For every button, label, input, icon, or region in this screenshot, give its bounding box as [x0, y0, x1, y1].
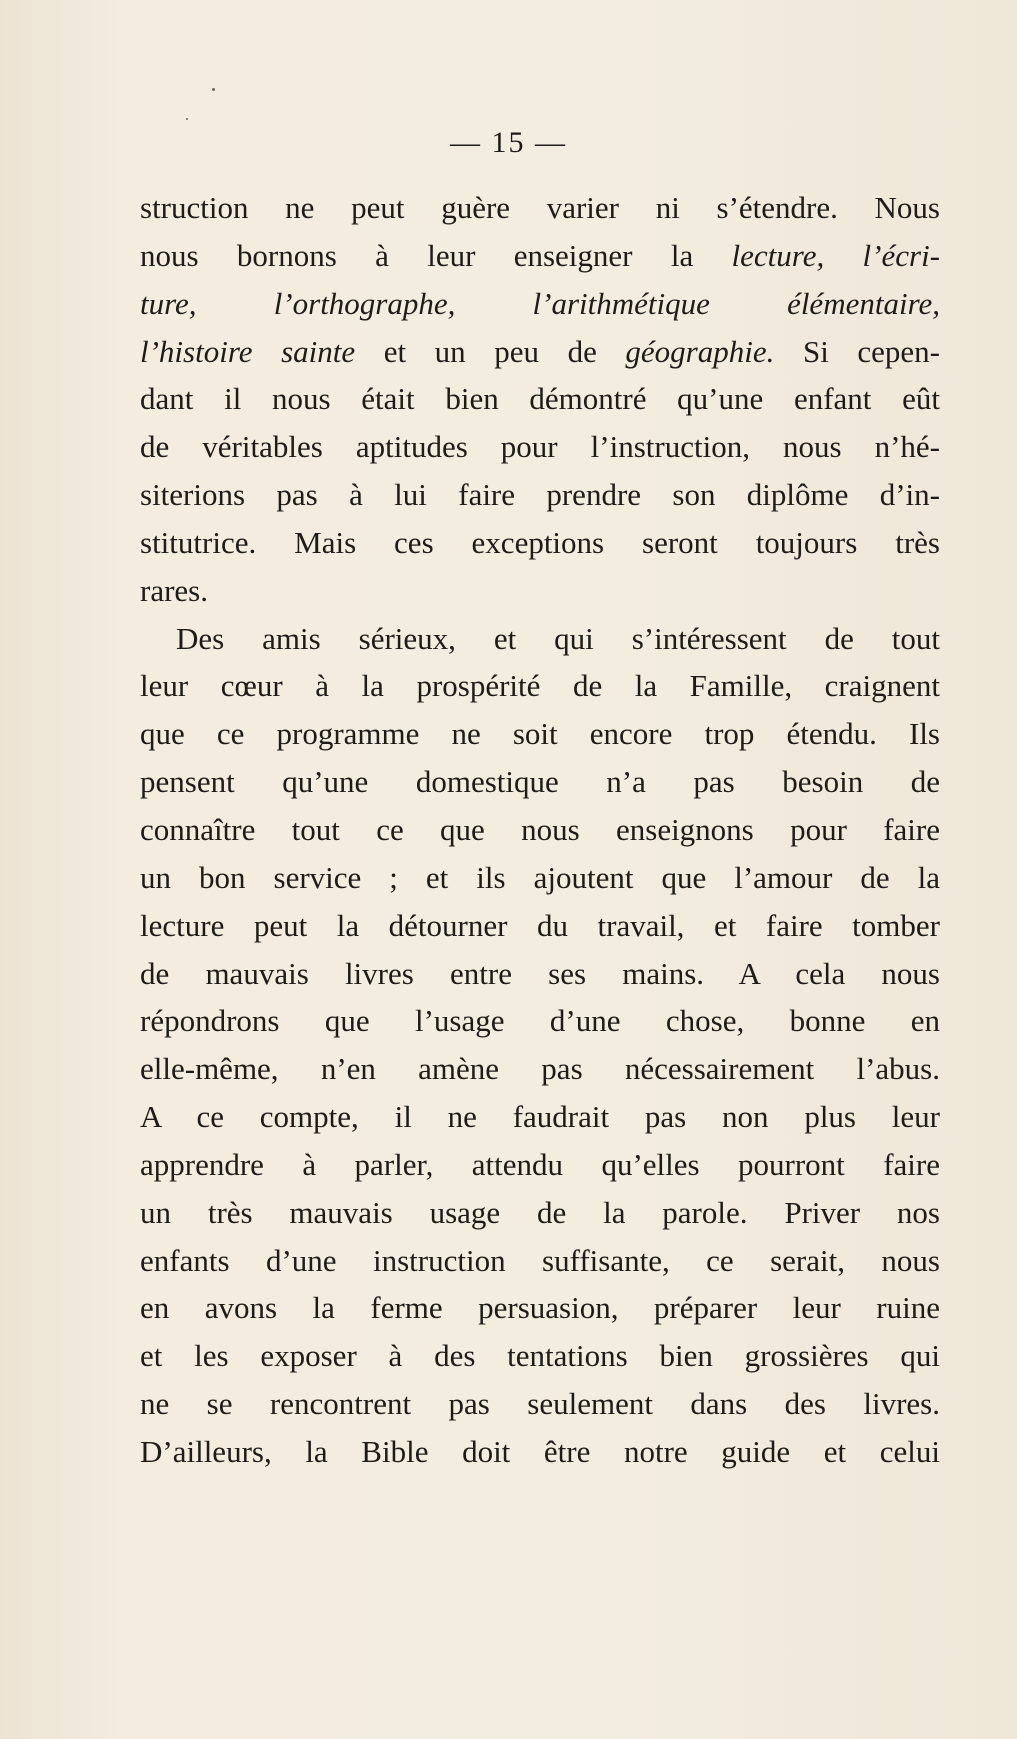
- text-span: leur cœur à la prospérité de la Famille, craignent: [140, 668, 940, 704]
- text-span: stitutrice. Mais ces exceptions seront toujours très: [140, 524, 940, 560]
- text-span: un très mauvais usage de la parole. Priver nos: [140, 1194, 940, 1230]
- text-span: A ce compte, il ne faudrait pas non plus leur: [140, 1099, 940, 1135]
- text-line: [140, 854, 940, 902]
- text-line: [140, 1045, 940, 1093]
- text-line: [140, 1332, 940, 1380]
- text-line: [140, 950, 940, 998]
- text-line: [140, 710, 940, 758]
- text-span: enfants d’une instruction suffisante, ce serait, nous: [140, 1242, 940, 1278]
- italic-text: ture, l’orthographe, l’arithmétique élémentaire,: [140, 285, 940, 321]
- text-span: connaître tout ce que nous enseignons pour faire: [140, 811, 940, 847]
- italic-text: lecture, l’écri-: [731, 237, 940, 273]
- text-line: [140, 328, 940, 376]
- text-span: struction ne peut guère varier ni s’étendre. Nous: [140, 190, 940, 225]
- text-line: [140, 232, 940, 280]
- text-line: [140, 1237, 940, 1285]
- text-line: [140, 471, 940, 519]
- text-line: [140, 758, 940, 806]
- text-span: que ce programme ne soit encore trop étendu. Ils: [140, 716, 940, 752]
- text-line: [140, 806, 940, 854]
- text-span: ne se rencontrent pas seulement dans des livres.: [140, 1386, 940, 1422]
- text-line: [140, 375, 940, 423]
- paper-speck: [186, 118, 188, 120]
- text-line: [140, 519, 940, 567]
- text-span: apprendre à parler, attendu qu’elles pourront faire: [140, 1146, 940, 1182]
- paper-speck: [212, 88, 215, 91]
- body-text: [140, 184, 940, 1476]
- text-span: dant il nous était bien démontré qu’une enfant eût: [140, 381, 940, 417]
- text-line: [140, 1141, 940, 1189]
- text-span: pensent qu’une domestique n’a pas besoin de: [140, 764, 940, 800]
- text-span: Des amis sérieux, et qui s’intéressent de tout: [176, 620, 940, 656]
- text-line: [140, 567, 940, 615]
- text-span: et un peu de: [355, 333, 626, 369]
- text-span: rares.: [140, 572, 208, 608]
- text-line: [140, 662, 940, 710]
- text-span: lecture peut la détourner du travail, et faire tomber: [140, 907, 940, 943]
- text-line: [140, 1428, 940, 1476]
- text-span: un bon service ; et ils ajoutent que l’amour de la: [140, 859, 940, 895]
- italic-text: géographie.: [625, 333, 775, 369]
- page-number: — 15 —: [450, 126, 567, 159]
- text-line: [140, 1189, 940, 1237]
- text-line: [140, 997, 940, 1045]
- text-span: elle-même, n’en amène pas nécessairement l’abus.: [140, 1051, 940, 1087]
- text-span: et les exposer à des tentations bien grossières qui: [140, 1338, 940, 1374]
- italic-text: l’histoire sainte: [140, 333, 356, 369]
- text-line: [140, 615, 940, 663]
- text-line: [140, 1284, 940, 1332]
- text-line: [140, 1093, 940, 1141]
- text-span: de véritables aptitudes pour l’instruction, nous n’hé-: [140, 429, 940, 465]
- text-line: [140, 423, 940, 471]
- text-line: [140, 1380, 940, 1428]
- text-line: [140, 280, 940, 328]
- text-line: [140, 184, 940, 232]
- text-span: nous bornons à leur enseigner la: [140, 237, 732, 273]
- text-span: Si cepen-: [774, 333, 940, 369]
- text-line: [140, 902, 940, 950]
- text-span: siterions pas à lui faire prendre son diplôme d’in-: [140, 477, 940, 513]
- text-span: D’ailleurs, la Bible doit être notre guide et celui: [140, 1433, 940, 1469]
- text-span: en avons la ferme persuasion, préparer leur ruine: [140, 1290, 940, 1326]
- text-span: de mauvais livres entre ses mains. A cela nous: [140, 955, 940, 991]
- text-span: répondrons que l’usage d’une chose, bonne en: [140, 1003, 940, 1039]
